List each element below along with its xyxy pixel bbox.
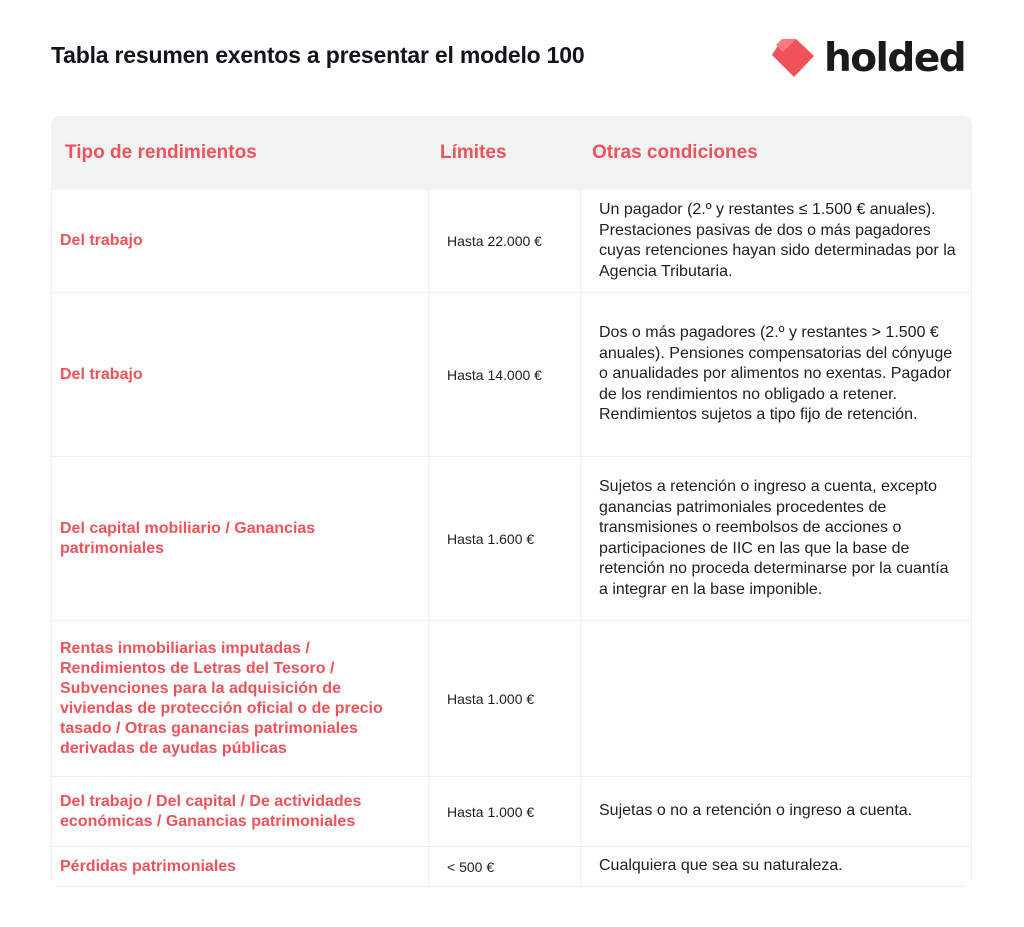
holded-logo <box>770 36 965 80</box>
column-header-limites: Límites <box>440 142 507 163</box>
cell-condiciones: Cualquiera que sea su naturaleza. <box>580 847 972 886</box>
cell-tipo: Del trabajo <box>51 190 428 292</box>
cell-tipo: Del trabajo / Del capital / De actividades económicas / Ganancias patrimoniales <box>51 777 428 846</box>
cell-condiciones: Un pagador (2.º y restantes ≤ 1.500 € anuales). Prestaciones pasivas de dos o más pagadores cuyas retenciones hayan sido determinadas por la Agencia Tributaria. <box>580 190 972 292</box>
cell-condiciones: Sujetos a retención o ingreso a cuenta, excepto ganancias patrimoniales procedentes de transmisiones o reembolsos de acciones o participaciones de IIC en las que la base de retención no proceda determinarse por la cuantía a integrar en la base imponible. <box>580 457 972 620</box>
table-header <box>51 116 972 190</box>
cell-limite: Hasta 14.000 € <box>428 293 580 456</box>
page-title: Tabla resumen exentos a presentar el modelo 100 <box>51 42 585 68</box>
cell-limite: Hasta 1.000 € <box>428 621 580 776</box>
column-header-condiciones: Otras condiciones <box>592 142 758 163</box>
column-header-tipo: Tipo de rendimientos <box>65 142 257 163</box>
cell-tipo: Pérdidas patrimoniales <box>51 847 428 886</box>
table-row <box>51 621 972 777</box>
table-row <box>51 293 972 457</box>
cell-tipo: Rentas inmobiliarias imputadas / Rendimientos de Letras del Tesoro / Subvenciones para la adquisición de viviendas de protección oficial o de precio tasado / Otras ganancias patrimoniales derivadas de ayudas públicas <box>51 621 428 776</box>
holded-logo-text: holded <box>824 35 966 81</box>
table-row <box>51 190 972 293</box>
table-row <box>51 777 972 847</box>
cell-limite: Hasta 1.000 € <box>428 777 580 846</box>
summary-table <box>51 116 972 887</box>
cell-condiciones <box>580 621 972 776</box>
cell-limite: < 500 € <box>428 847 580 886</box>
cell-condiciones: Sujetas o no a retención o ingreso a cuenta. <box>580 777 972 846</box>
cell-limite: Hasta 1.600 € <box>428 457 580 620</box>
cell-limite: Hasta 22.000 € <box>428 190 580 292</box>
cell-tipo: Del trabajo <box>51 293 428 456</box>
holded-logo-icon <box>770 38 816 78</box>
table-row <box>51 457 972 621</box>
cell-tipo: Del capital mobiliario / Ganancias patrimoniales <box>51 457 428 620</box>
table-row <box>51 847 972 887</box>
cell-condiciones: Dos o más pagadores (2.º y restantes > 1.500 € anuales). Pensiones compensatorias del cónyuge o anualidades por alimentos no exentas. Pagador de los rendimientos no obligado a retener. Rendimientos sujetos a tipo fijo de retención. <box>580 293 972 456</box>
